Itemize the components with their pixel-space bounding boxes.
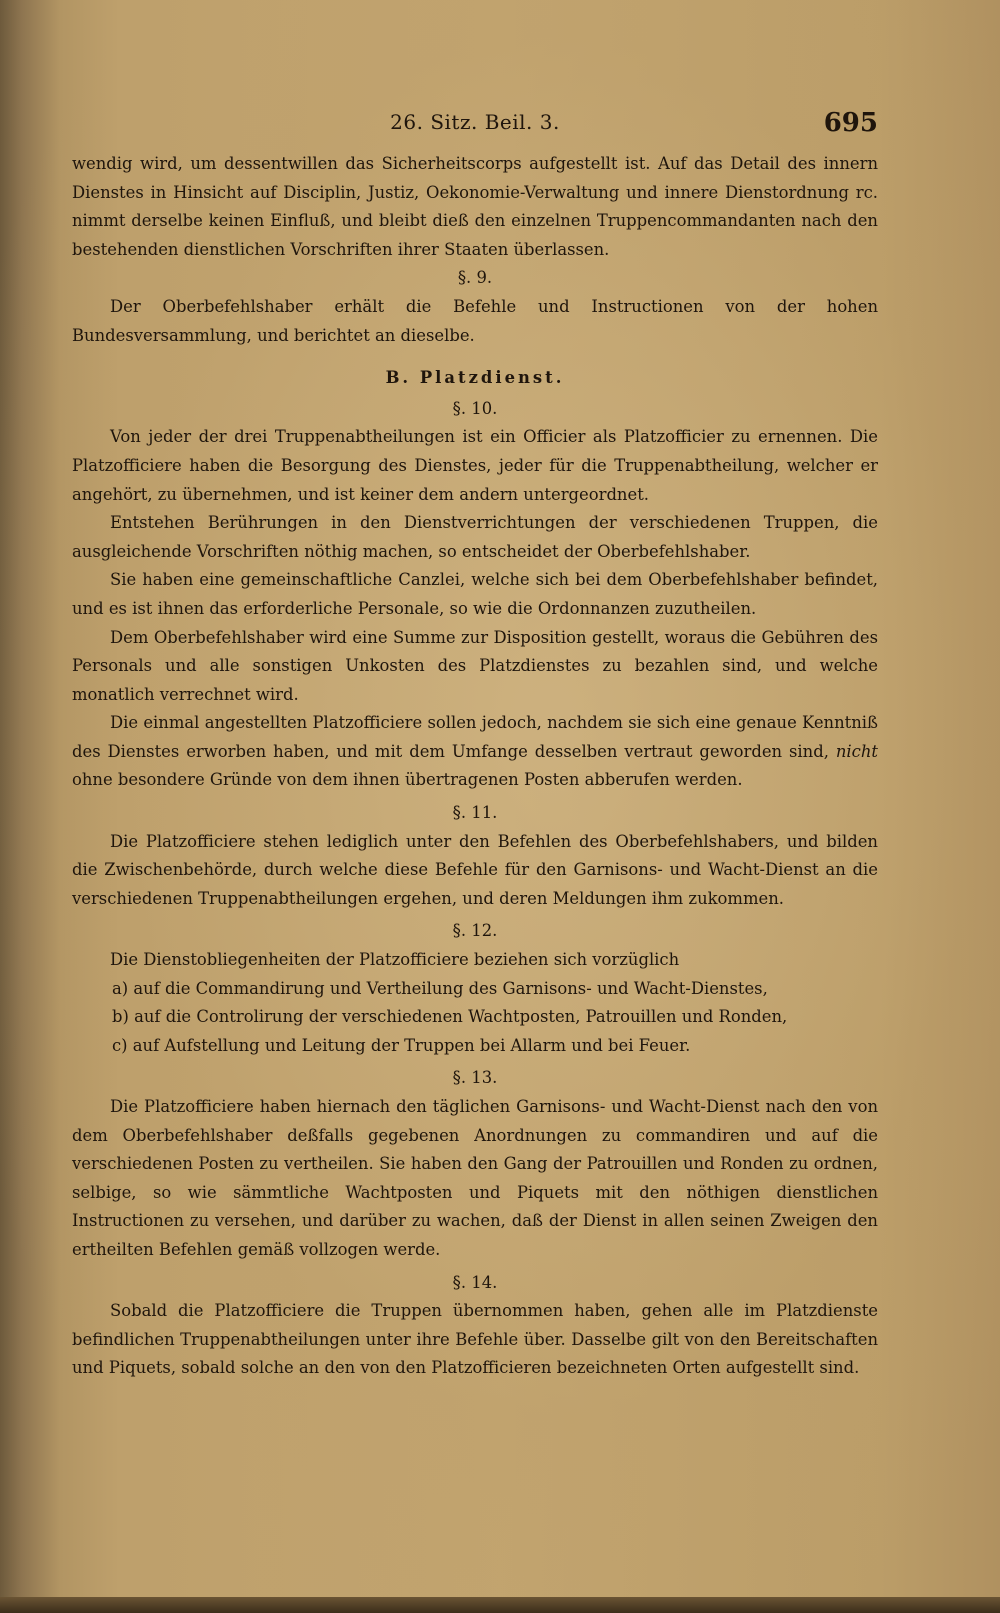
- page-bottom-edge: [0, 1597, 1000, 1613]
- list-item-b: b) auf die Controlirung der verschiedenen Wachtposten, Patrouillen und Ronden,: [112, 1007, 788, 1027]
- section-10-paragraph-4: Dem Oberbefehlshaber wird eine Summe zur Disposition gestellt, woraus die Gebühren des Personals und alle sonstigen Unkosten des Platzdienstes zu bezahlen sind, und welche monatlich verrechnet wird.: [72, 627, 878, 704]
- section-14-paragraph: Sobald die Platzofficiere die Truppen übernommen haben, gehen alle im Platzdienste befindlichen Truppenabtheilungen unter ihre Befehle über. Dasselbe gilt von den Bereitschaften und Piquets, sobald solche an den von den Platzofficieren bezeichneten Orten aufgestellt sind.: [72, 1301, 878, 1378]
- section-10-paragraph-3: Sie haben eine gemeinschaftliche Canzlei, welche sich bei dem Oberbefehlshaber befindet, und es ist ihnen das erforderliche Personale, so wie die Ordonnanzen zuzutheilen.: [72, 570, 878, 618]
- list-item-a: a) auf die Commandirung und Vertheilung des Garnisons- und Wacht-Dienstes,: [112, 978, 768, 998]
- page-number: 695: [823, 108, 878, 138]
- paragraph-continuation: wendig wird, um dessentwillen das Sicherheitscorps aufgestellt ist. Auf das Detail des innern Dienstes in Hinsicht auf Disciplin, Justiz, Oekonomie-Verwaltung und innere Dienstordnung rc. nimmt derselbe keinen Einfluß, und bleibt dieß den einzelnen Truppencommandanten nach den bestehenden dienstlichen Vorschriften ihrer Staaten überlassen.: [72, 154, 878, 259]
- section-10-paragraph-2: Entstehen Berührungen in den Dienstverrichtungen der verschiedenen Truppen, die ausgleichende Vorschriften nöthig machen, so entscheidet der Oberbefehlshaber.: [72, 513, 878, 561]
- section-10-paragraph-1: Von jeder der drei Truppenabtheilungen ist ein Officier als Platzofficier zu ernennen. Die Platzofficiere haben die Besorgung des Dienstes, jeder für die Truppenabtheilung, welcher er angehört, zu übernehmen, und ist keiner dem andern untergeordnet.: [72, 427, 878, 504]
- section-14-heading: §. 14.: [452, 1272, 498, 1292]
- section-12-paragraph: Die Dienstobliegenheiten der Platzofficiere beziehen sich vorzüglich: [110, 950, 680, 970]
- section-9-heading: §. 9.: [457, 268, 493, 288]
- running-head: 26. Sitz. Beil. 3.: [390, 110, 560, 134]
- section-11-paragraph: Die Platzofficiere stehen lediglich unter den Befehlen des Oberbefehlshabers, und bilden die Zwischenbehörde, durch welche diese Befehle für den Garnisons- und Wacht-Dienst an die verschiedenen Truppenabtheilungen ergehen, und deren Meldungen ihm zukommen.: [72, 831, 878, 908]
- section-10-paragraph-5: [72, 709, 878, 795]
- section-10-heading: §. 10.: [452, 398, 498, 418]
- page-content: [72, 0, 878, 1590]
- section-13-heading: §. 13.: [452, 1068, 498, 1088]
- emphasis-text: nicht: [835, 741, 878, 761]
- section-12-heading: §. 12.: [452, 921, 498, 941]
- section-11-heading: §. 11.: [452, 803, 498, 823]
- section-13-paragraph: Die Platzofficiere haben hiernach den täglichen Garnisons- und Wacht-Dienst nach den von dem Oberbefehlshaber deßfalls gegebenen Anordnungen zu commandiren und auf die verschiedenen Posten zu vertheilen. Sie haben den Gang der Patrouillen und Ronden zu ordnen, selbige, so wie sämmtliche Wachtposten und Piquets mit den nöthigen dienstlichen Instructionen zu versehen, und darüber zu wachen, daß der Dienst in allen seinen Zweigen den ertheilten Befehlen gemäß vollzogen werde.: [72, 1097, 878, 1259]
- page-header: [72, 108, 878, 142]
- text-span: Die einmal angestellten Platzofficiere sollen jedoch, nachdem sie sich eine genaue Kenntniß des Dienstes erworben haben, und mit dem Umfange desselben vertraut geworden sind,: [72, 713, 878, 761]
- page-body: [72, 150, 878, 1383]
- list-item-c: c) auf Aufstellung und Leitung der Truppen bei Allarm und bei Feuer.: [112, 1035, 691, 1055]
- section-b-heading: B. Platzdienst.: [385, 368, 565, 388]
- section-9-paragraph: Der Oberbefehlshaber erhält die Befehle und Instructionen von der hohen Bundesversammlung, und berichtet an dieselbe.: [72, 296, 878, 345]
- text-span: ohne besondere Gründe von dem ihnen übertragenen Posten abberufen werden.: [72, 770, 743, 790]
